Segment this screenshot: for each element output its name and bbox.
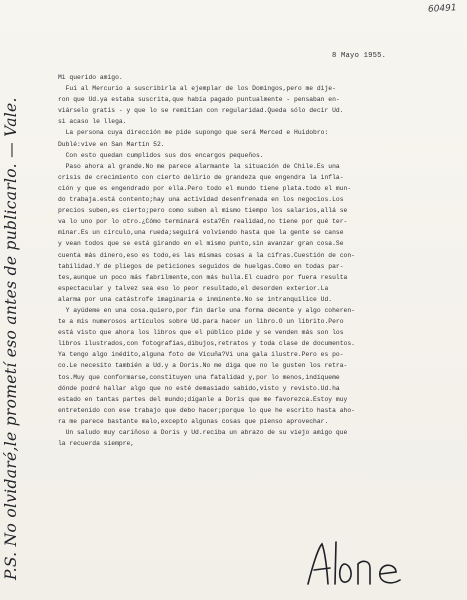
archive-number: 60491 — [428, 3, 458, 15]
letter-line: alarma por una catástrofe imaginaria e inminente.No se intranquilice Ud. — [58, 295, 333, 303]
handwritten-margin-note: P.S. No olvidaré,le prometí eso antes de publicarlo. — Vale. — [2, 97, 20, 580]
letter-line: do trabaja.está contento;hay una actividad desenfrenada en los negocios.Los — [58, 196, 344, 204]
letter-line: crisis de crecimiento con cierto delirio de grandeza que engendra la infla- — [58, 173, 344, 181]
letter-line: Ya tengo algo inédito,alguna foto de Vicuña?Vi una gala ilustre.Pero es po- — [58, 351, 344, 359]
letter-line: Mi querido amigo. — [58, 74, 123, 81]
letter-line: co.Le necesito también a Ud.y a Doris.No me diga que no le gusten los retra- — [58, 362, 348, 370]
letter-line: tabilidad.Y de pliegos de peticiones seguidos de huelgas.Como en todas par- — [58, 262, 344, 270]
letter-line: ron que Ud.ya estaba suscrita,que había pagado puntualmente - pensaban en- — [58, 96, 340, 104]
letter-line: si acaso le llega. — [58, 118, 127, 126]
letter-date: 8 Mayo 1955. — [332, 52, 387, 60]
letter-line: Paso ahora al grande.No me parece alarmante la situación de Chile.Es una — [58, 162, 340, 170]
letter-line: está visto que ahora los libros que el público pide y se venden más son los — [58, 329, 344, 337]
letter-line: entretenido con ese trabajo que debo hacer;porque lo que he escrito hasta aho- — [58, 406, 355, 414]
letter-line: y vean todos que se está girando en el mismo punto,sin avanzar gran cosa.Se — [58, 240, 344, 248]
letter-line: cuenta más dinero,eso es todo,es las mismas cosas a la cifras.Cuestión de con- — [58, 251, 355, 259]
letter-line: tes,aunque un poco más fabrilmente,con más bulla.El cuadro por fuera resulta — [58, 273, 348, 281]
letter-body — [58, 72, 450, 449]
letter-line: ra me parece bastante malo,excepto algunas cosas que pienso aprovechar. — [58, 417, 329, 425]
letter-line: espectacular y talvez sea eso lo peor resultado,el desorden exterior.La — [58, 284, 329, 292]
letter-line: estado en tantas partes del mundo;díganle a Doris que me favorezca.Estoy muy — [58, 395, 348, 403]
letter-line: la recuerda siempre, — [58, 440, 135, 448]
letter-line: viárselo gratis - y que lo se remitían con regularidad.Queda sólo decir Ud. — [58, 107, 344, 115]
letter-line: va lo uno por lo otro.¿Cómo terminará esta?En realidad,no tiene por qué ter- — [58, 218, 348, 226]
letter-line: tos.Muy que conformarse,constituyen una fatalidad y,por lo menos,indíqueme — [58, 373, 340, 381]
letter-line: Fuí al Mercurio a suscribirla al ejemplar de los Domingos,pero me dije- — [58, 85, 336, 93]
letter-line: libros ilustrados,con fotografías,dibujos,retratos y toda clase de documentos. — [58, 340, 355, 348]
letter-line: minar.Es un círculo,una rueda;seguirá volviendo hasta que la gente se canse — [58, 229, 344, 237]
letter-line: precios suben,es cierto;pero como suben al mismo tiempo los salarios,allá se — [58, 207, 348, 215]
letter-line: Un saludo muy cariñoso a Doris y Ud.reciba un abrazo de su viejo amigo que — [58, 429, 348, 436]
letter-line: Con esto quedan cumplidos sus dos encargos pequeños. — [58, 151, 264, 159]
letter-line: te a mis numerosos artículos sobre Ud.para hacer un libro.O un librito.Pero — [58, 318, 344, 326]
letter-line: Dublé:vive en San Martín 52. — [58, 140, 165, 148]
letter-line: ción y que es engendrado por ella.Pero todo el mundo tiene plata.todo el mun- — [58, 184, 352, 192]
signature — [300, 538, 420, 592]
letter-line: dónde podré hallar algo que no esté demasiado sabido,visto y revisto.Ud.ha — [58, 384, 340, 392]
letter-line: La persona cuya dirección me pide supongo que será Merced e Huidobro: — [58, 129, 329, 137]
letter-line: Y ayúdeme en una cosa.quiero,por fin darle una forma decente y algo coheren- — [58, 306, 355, 314]
